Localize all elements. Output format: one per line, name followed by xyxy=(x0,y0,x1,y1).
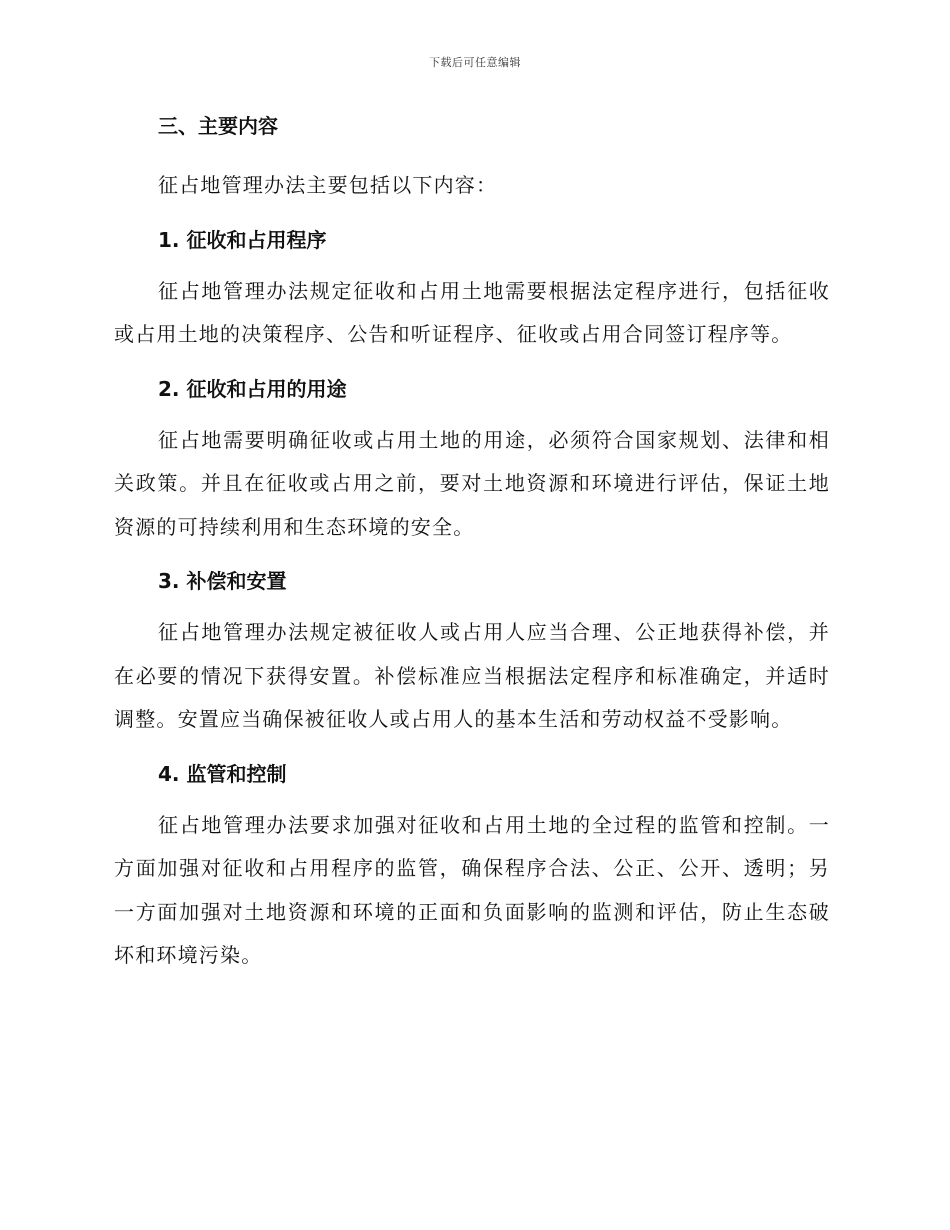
header-note: 下载后可任意编辑 xyxy=(429,56,521,69)
section-title: 三、主要内容 xyxy=(158,114,278,138)
item-body-3: 征占地管理办法规定被征收人或占用人应当合理、公正地获得补偿，并在必要的情况下获得安置。补偿标准应当根据法定程序和标准确定，并适时调整。安置应当确保被征收人或占用人的基本生活和劳动权益不受影响。 xyxy=(114,620,830,731)
item-body-2: 征占地需要明确征收或占用土地的用途，必须符合国家规划、法律和相关政策。并且在征收或占用之前，要对土地资源和环境进行评估，保证土地资源的可持续利用和生态环境的安全。 xyxy=(114,427,830,539)
item-heading-4: 4. 监管和控制 xyxy=(158,761,287,786)
item-body-4: 征占地管理办法要求加强对征收和占用土地的全过程的监管和控制。一方面加强对征收和占用程序的监管，确保程序合法、公正、公开、透明；另一方面加强对土地资源和环境的正面和负面影响的监测和评估，防止生态破坏和环境污染。 xyxy=(114,812,830,967)
item-body-1: 征占地管理办法规定征收和占用土地需要根据法定程序进行，包括征收或占用土地的决策程序、公告和听证程序、征收或占用合同签订程序等。 xyxy=(114,278,830,346)
item-heading-1: 1. 征收和占用程序 xyxy=(158,227,327,252)
item-heading-2: 2. 征收和占用的用途 xyxy=(158,376,347,401)
document-body xyxy=(114,108,830,978)
item-heading-3: 3. 补偿和安置 xyxy=(158,569,287,593)
intro-paragraph: 征占地管理办法主要包括以下内容： xyxy=(158,173,498,197)
